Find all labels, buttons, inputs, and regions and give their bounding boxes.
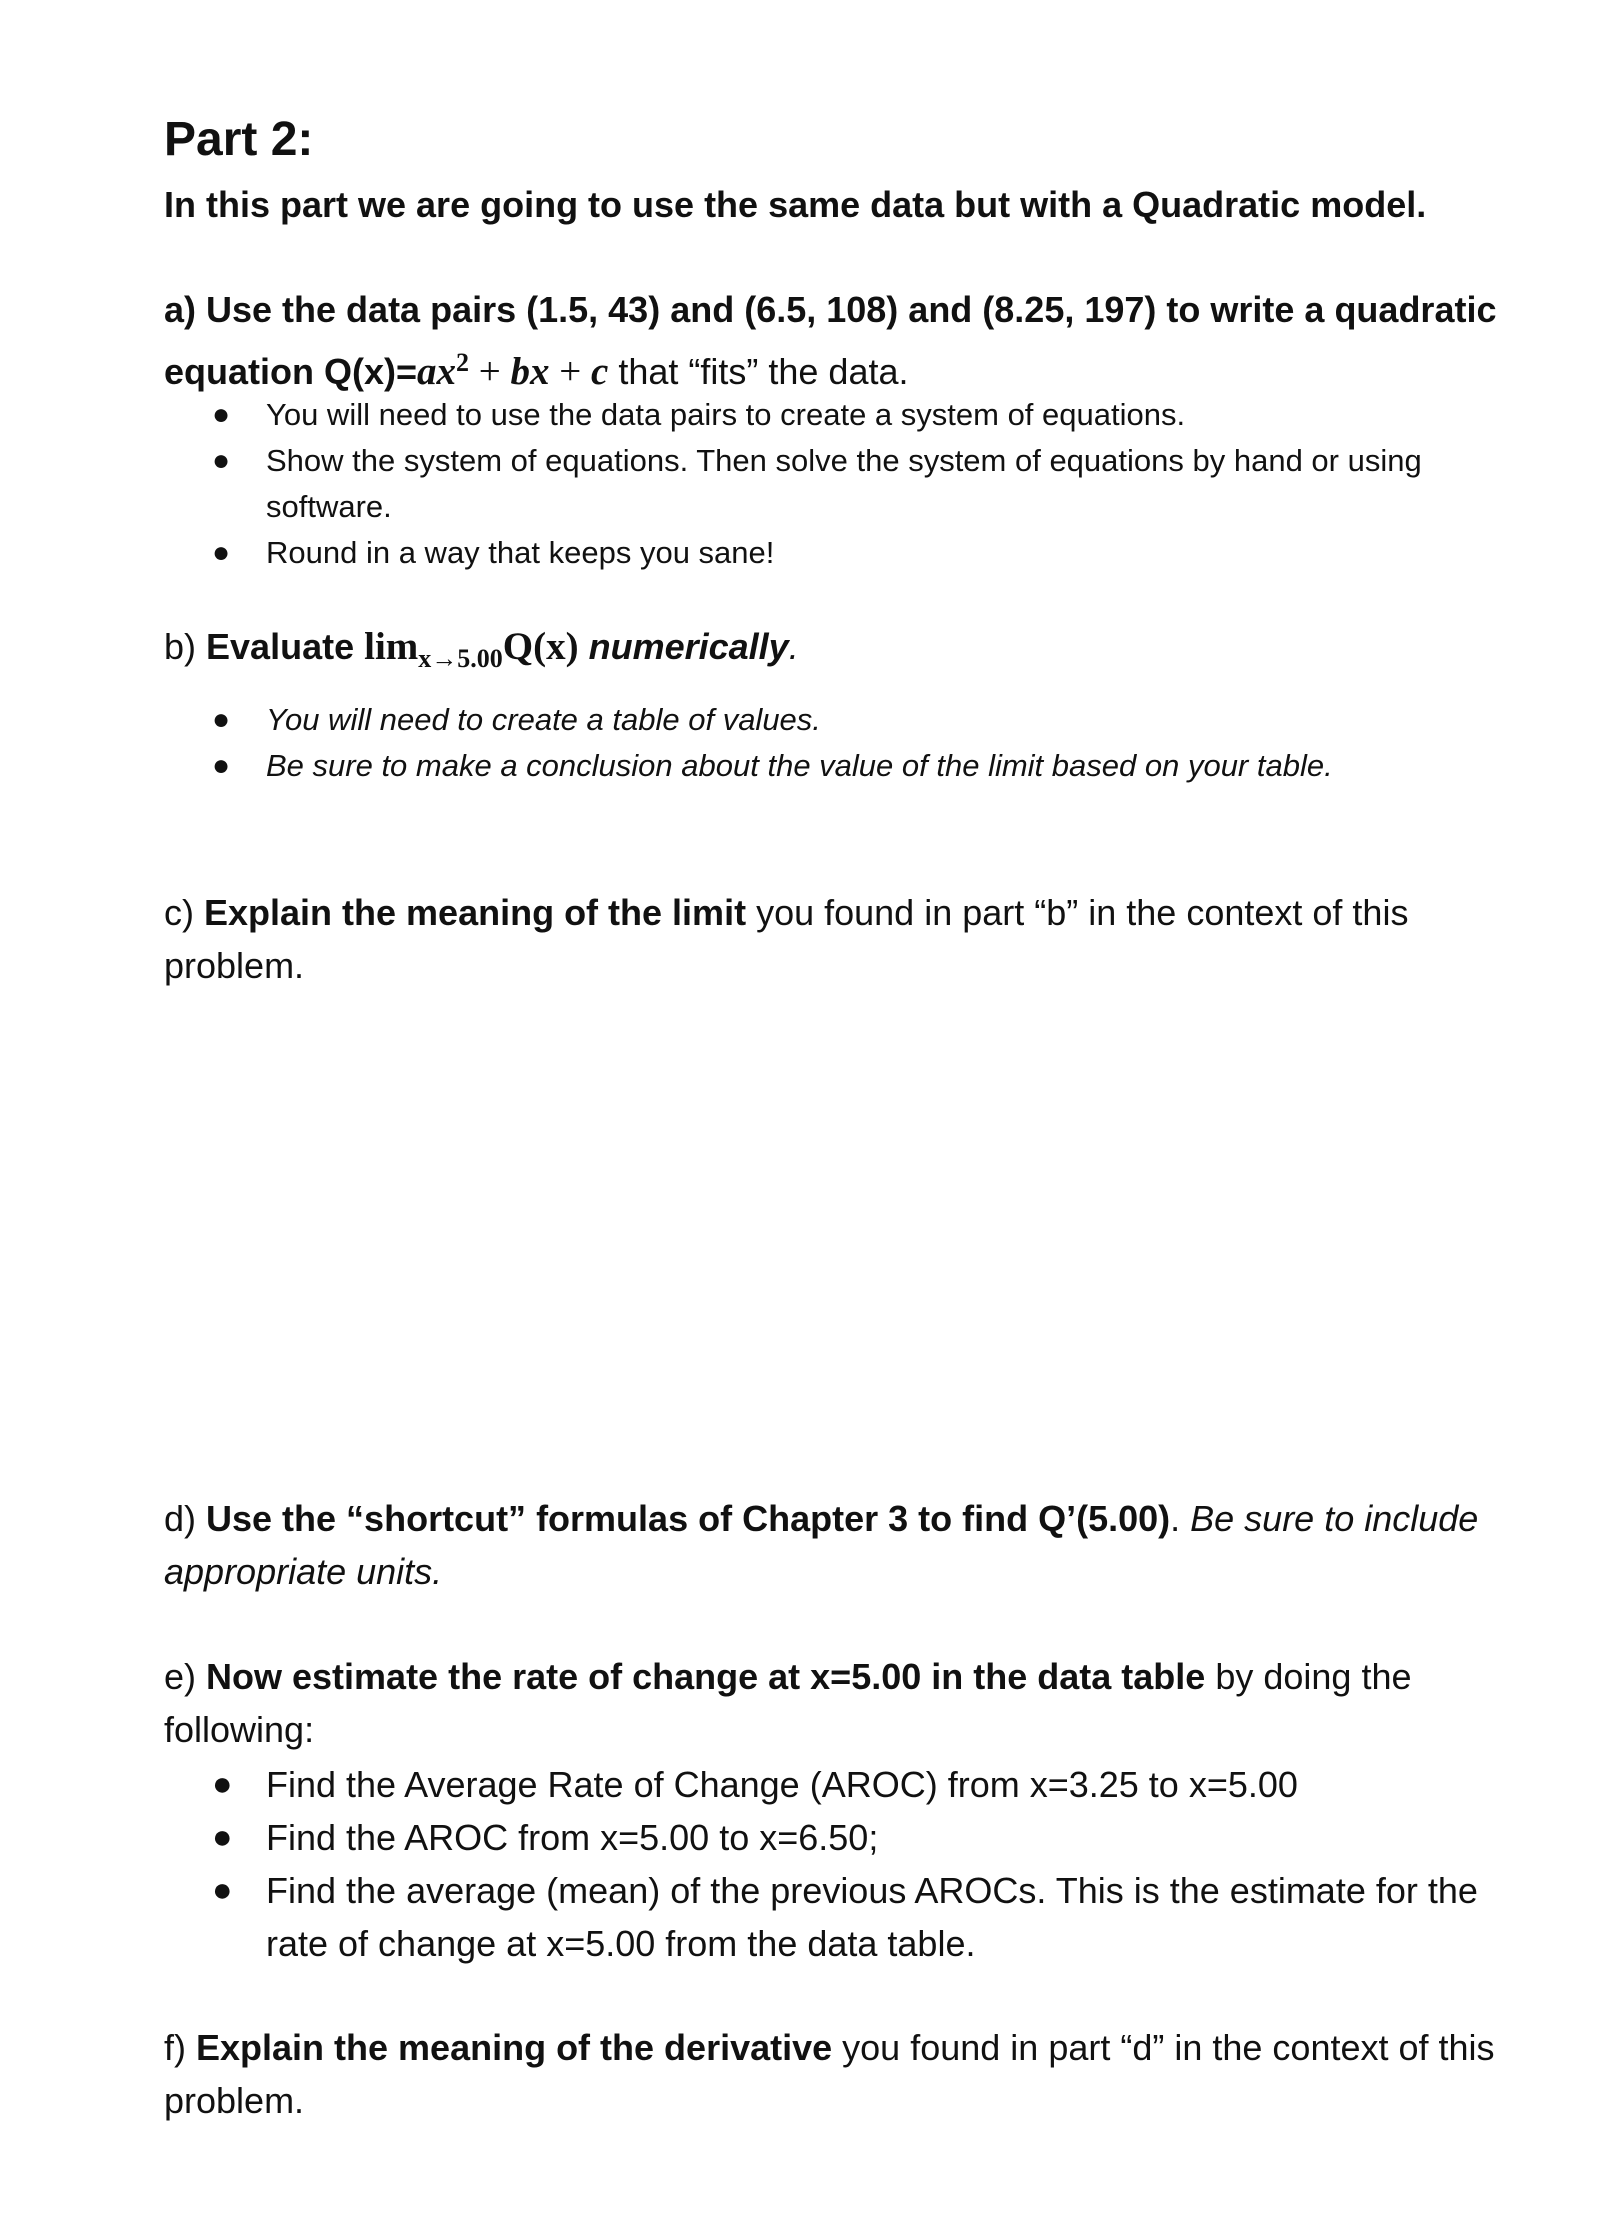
list-item-text: You will need to create a table of values. (266, 702, 821, 737)
math-c: c (591, 350, 609, 393)
question-b-bold: Evaluate (206, 626, 365, 667)
list-item-text: Find the AROC from x=5.00 to x=6.50; (266, 1817, 879, 1858)
bullet-icon: ● (212, 1871, 233, 1909)
list-item-text: Be sure to make a conclusion about the value of the limit based on your table. (266, 748, 1333, 783)
math-function: Q(x) (502, 625, 579, 668)
question-f (164, 2021, 1504, 2127)
list-item-text: Find the average (mean) of the previous AROCs. This is the estimate for the rate of change at x=5.00 from the data table. (266, 1870, 1478, 1964)
list-item (164, 392, 1504, 438)
list-item-text: Find the Average Rate of Change (AROC) from x=3.25 to x=5.00 (266, 1764, 1298, 1805)
question-d-italic: Be sure to include appropriate units. (164, 1498, 1479, 1592)
question-b (164, 620, 1504, 677)
list-item-text: You will need to use the data pairs to create a system of equations. (266, 397, 1186, 432)
question-f-bold: Explain the meaning of the derivative (196, 2027, 833, 2068)
list-item (164, 530, 1504, 576)
question-c-tail: you found in part “b” in the context of this problem. (164, 892, 1409, 986)
question-d-mid: . (1170, 1498, 1191, 1539)
question-d (164, 1492, 1504, 1598)
question-b-italic: numerically (578, 626, 789, 667)
question-c (164, 886, 1504, 992)
math-exponent: 2 (456, 348, 470, 377)
question-e-prefix: e) (164, 1656, 207, 1697)
question-a-lead: a) Use the data pairs (1.5, 43) and (6.5, 108) and (8.25, 197) to write a quadratic equation Q(x)= (164, 289, 1497, 392)
question-c-bold: Explain the meaning of the limit (204, 892, 747, 933)
list-item (164, 438, 1504, 530)
bullet-icon: ● (212, 749, 231, 782)
part-title: Part 2: (164, 113, 314, 166)
bullet-icon: ● (212, 1765, 233, 1803)
question-b-prefix: b) (164, 626, 207, 667)
question-a (164, 283, 1504, 398)
bullet-icon: ● (212, 1818, 233, 1856)
question-b-bullets (164, 697, 1504, 789)
question-d-bold: Use the “shortcut” formulas of Chapter 3 to find Q’(5.00) (206, 1498, 1171, 1539)
question-a-tail: that “fits” the data. (608, 351, 909, 392)
math-lim: lim (364, 625, 419, 668)
bullet-icon: ● (212, 398, 231, 431)
intro-text: In this part we are going to use the same data but with a Quadratic model. (164, 184, 1427, 225)
list-item (164, 743, 1504, 789)
question-e-bold: Now estimate the rate of change at x=5.00 in the data table (206, 1656, 1206, 1697)
math-lim-subscript: x→5.00 (418, 644, 503, 673)
question-c-prefix: c) (164, 892, 204, 933)
bullet-icon: ● (212, 444, 231, 477)
question-f-tail: you found in part “d” in the context of this problem. (164, 2027, 1495, 2121)
list-item (164, 697, 1504, 743)
question-b-tail: . (788, 626, 799, 667)
bullet-icon: ● (212, 703, 231, 736)
math-plus-2: + (549, 350, 592, 393)
list-item (164, 1758, 1504, 1811)
question-a-bullets (164, 392, 1504, 576)
question-f-prefix: f) (164, 2027, 196, 2068)
question-e-tail: by doing the following: (164, 1656, 1412, 1750)
math-ax: ax (417, 350, 457, 393)
question-e (164, 1650, 1504, 1756)
math-plus-1: + (469, 350, 511, 393)
list-item-text: Show the system of equations. Then solve the system of equations by hand or using software. (266, 443, 1422, 524)
math-bx: bx (510, 350, 550, 393)
question-d-prefix: d) (164, 1498, 207, 1539)
bullet-icon: ● (212, 536, 231, 569)
list-item-text: Round in a way that keeps you sane! (266, 535, 775, 570)
list-item (164, 1864, 1504, 1970)
question-e-bullets (164, 1758, 1504, 1970)
list-item (164, 1811, 1504, 1864)
